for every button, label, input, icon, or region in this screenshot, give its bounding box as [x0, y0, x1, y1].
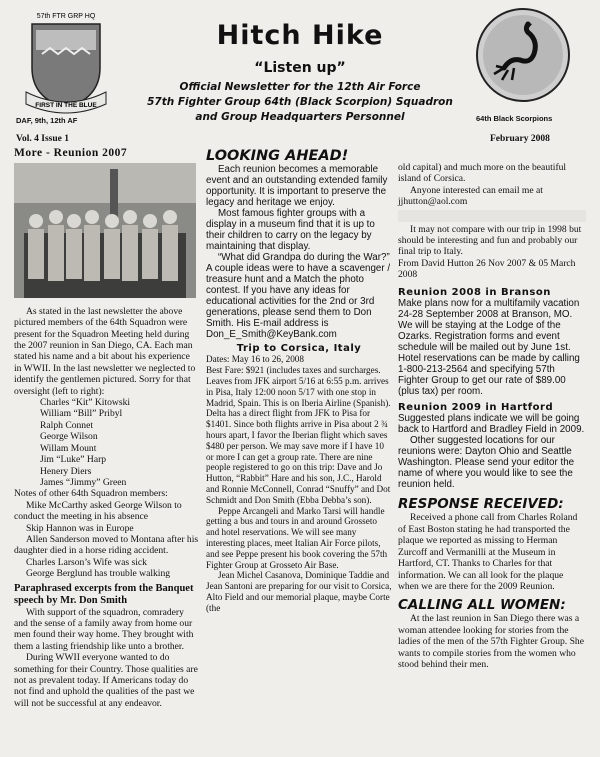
svg-text:FIRST IN THE BLUE: FIRST IN THE BLUE: [35, 102, 97, 109]
email-invite: Anyone interested can email me at: [410, 184, 543, 196]
don-smith-email: Don_E_Smith@KeyBank.com: [206, 329, 337, 340]
trip-fare: Best Fare: $921 (includes taxes and surcharges. Leaves from JFK airport 5/16 at 6:55 p.m. arrives in Pisa, Italy 12:00 noon 5/17 with one stop in Madrid, Spain. This is on Iberia Airline (Spanish). Delta has a direct flight from JFK to Pisa for $1401. Since both flights arrive in Pisa about 2 ¾ hours apart, I favor the Iberian flight which saves $480 per person. We may save more if I have 10 or more I can get a group rate. There are nine people registered to go on this trip: Dave and Jo Hutton, “Rabbit” Hare and his son, J.C., Harold and Ronnie McConnell, Conrad “Snuffy” and Dot Schmidt and Don Smith (Ebba Debba’s son).: [206, 365, 391, 505]
trip-corsica: Jean Michel Casanova, Dominique Taddie and Jean Santoni are preparing for our visit to Corsica, Alto Field and our memorial plaque, maybe Corte (the: [206, 570, 392, 613]
list-item: James “Jimmy” Green: [40, 476, 127, 488]
list-item: Allen Sanderson moved to Montana after his daughter died in a horse riding accident.: [14, 533, 199, 557]
looking-ahead-heading: LOOKING AHEAD!: [206, 148, 349, 164]
looking-ahead-p1: Each reunion becomes a memorable event and an outstanding extended family opportunity. It is important to preserve the legacy and heritage we enjoy.: [206, 164, 388, 208]
left-org-label: DAF, 9th, 12th AF: [16, 116, 78, 125]
list-item: Charles Larson’s Wife was sick: [26, 556, 147, 568]
column-right: [398, 148, 586, 670]
list-item: Charles “Kit” Kitowski: [40, 397, 131, 409]
looking-ahead-p2: Most famous fighter groups with a display in a museum find that it is up to their children to carry on the legacy by maintaining that display.: [206, 208, 375, 252]
corsica-trip-heading: Trip to Corsica, Italy: [236, 343, 362, 354]
column-left: [14, 148, 199, 709]
trip-arrangements: Peppe Arcangeli and Marko Tarsi will handle getting a bus and tours in and around Grosseto and hotel reservations. We will see many interesting places, meet Italian Air Force pilots, and see Peppe present his book covering the 57th Fighter Group at Grosseto Air Base.: [206, 505, 388, 570]
pictured-names-list: [14, 397, 199, 488]
hutton-email: jjhutton@aol.com: [398, 196, 468, 208]
response-received-text: Received a phone call from Charles Roland of East Boston stating he had transported the plaque we reported as missing to Herman Zurcoff and Vermanilli at the Museum in Hartford, CT. Thanks to Charles for that information. We can all look for the plaque when we are there for the 2009 Reunion.: [398, 512, 578, 592]
list-item: Willam Mount: [40, 442, 97, 454]
reunion-2008-heading: Reunion 2008 in Branson: [398, 286, 551, 298]
trip-byline: From David Hutton 26 Nov 2007 & 05 March 2008: [398, 257, 576, 281]
calling-all-women-heading: CALLING ALL WOMEN:: [398, 597, 566, 614]
notes-intro: Notes of other 64th Squadron members:: [14, 488, 168, 500]
reunion-2009-heading: Reunion 2009 in Hartford: [398, 402, 554, 414]
list-item: William “Bill” Pribyl: [40, 408, 123, 420]
trip-dates: Dates: May 16 to 26, 2008: [206, 354, 304, 365]
speech-paragraph-2: During WWII everyone wanted to do something for their Country. Those qualities are not as prevalent today. If Americans today do not find and uphold the qualities of the past we will not be successful at any endeavor.: [14, 652, 198, 709]
list-item: Mike McCarthy asked George Wilson to conduct the meeting in his absence: [14, 499, 182, 523]
speech-paragraph-1: With support of the squadron, comradery and the sense of a family away from home our men found their way home. They brought with them a lasting friendship like unto a brother.: [14, 606, 194, 652]
reunion-2009-text: Suggested plans indicate we will be going back to Hartford and Bradley Field in 2009.: [398, 413, 585, 436]
response-received-heading: RESPONSE RECEIVED:: [398, 496, 564, 513]
svg-text:57th FTR GRP HQ: 57th FTR GRP HQ: [36, 13, 96, 20]
faded-gap: [398, 210, 586, 222]
list-item: Henery Diers: [40, 465, 92, 477]
list-item: Skip Hannon was in Europe: [26, 522, 134, 534]
subtitle-line-2: 57th Fighter Group 64th (Black Scorpion) Squadron: [147, 96, 453, 108]
reunion-2009-suggestions: Other suggested locations for our reunions were: Dayton Ohio and Seattle Washington. Please send your editor the name of where you would like to see the reunion held.: [398, 435, 575, 491]
subtitle-line-1: Official Newsletter for the 12th Air Force: [179, 81, 421, 93]
list-item: Jim “Luke” Harp: [40, 454, 107, 466]
right-org-label: 64th Black Scorpions: [476, 114, 553, 123]
calling-all-women-text: At the last reunion in San Diego there was a woman attendee looking for stories from the ladies of the men of the 57th Fighter Group. She wants to compile stories from the women who stood behind their men.: [398, 613, 584, 670]
newsletter-title: Hitch Hike: [216, 20, 384, 51]
issue-date: February 2008: [490, 134, 550, 144]
column-middle: [206, 148, 392, 614]
newsletter-motto: “Listen up”: [254, 60, 346, 76]
reunion-2007-heading: More - Reunion 2007: [14, 147, 128, 159]
list-item: George Berglund has trouble walking: [26, 568, 171, 580]
list-item: Ralph Connet: [40, 419, 94, 431]
looking-ahead-p3: “What did Grandpa do during the War?” A couple ideas were to have a scavenger / treasure hunt and a Match the photo contest. If you have any ideas for educational activities for the 2nd or 3rd generations, please send them to Don Smith. His E-mail address is: [206, 252, 391, 329]
speech-heading: Paraphrased excerpts from the Banquet speech by Mr. Don Smith: [14, 582, 194, 606]
reunion-group-photo: [14, 163, 196, 298]
reunion-2007-text: As stated in the last newsletter the above pictured members of the 64th Squadron were present for the Squadron Meeting held during the 2007 reunion in San Diego, CA. Each man stated his name and a bit about his experience in WWII. In the last newsletter we neglected to identify the gentlemen pictured. Sorry for that oversight (left to right):: [14, 305, 196, 397]
corsica-continued: old capital) and much more on the beautiful island of Corsica.: [398, 162, 567, 185]
trip-compare: It may not compare with our trip in 1998 but should be interesting and fun and probably our final trip to Italy.: [398, 223, 582, 258]
list-item: George Wilson: [40, 431, 98, 443]
volume-issue: Vol. 4 Issue 1: [16, 134, 69, 144]
reunion-2008-text: Make plans now for a multifamily vacation 24-28 September 2008 at Branson, MO. We will be staying at the Lodge of the Ozarks. Registration forms and event schedule will be mailed out by June 1st. Hotel reservations can be made by calling 1-800-213-2564 and specifying 57th Fighter Group to get our rate of $89.00 (plus tax) per room.: [398, 298, 580, 398]
subtitle-line-3: and Group Headquarters Personnel: [195, 111, 405, 123]
